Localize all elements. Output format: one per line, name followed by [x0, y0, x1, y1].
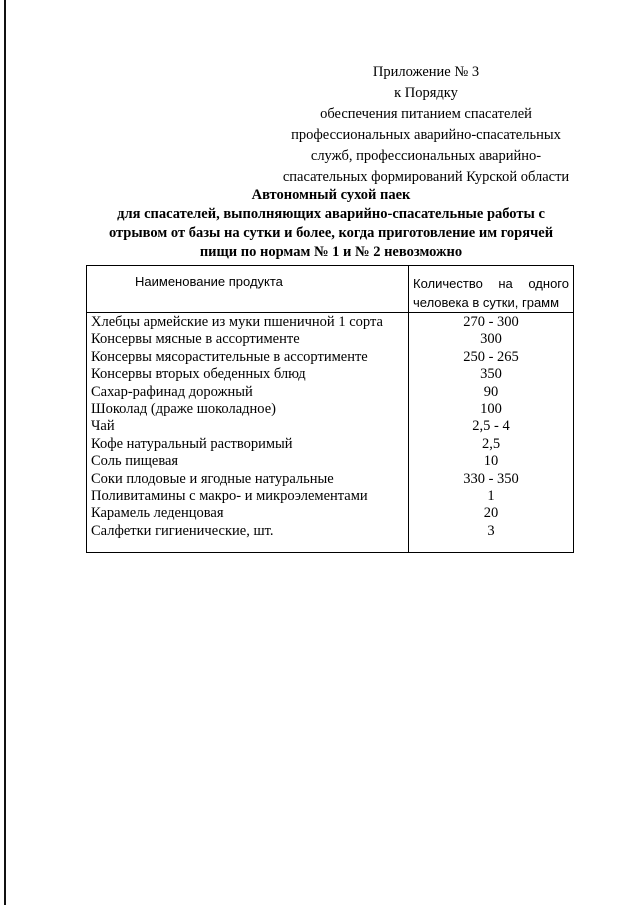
header-quantity: [409, 266, 574, 313]
product-name: Шоколад (драже шоколадное): [91, 400, 276, 417]
title-line: отрывом от базы на сутки и более, когда приготовление им горячей: [108, 225, 554, 241]
table-header-row: [87, 266, 574, 313]
product-quantity: 20: [483, 505, 499, 522]
product-quantity: 250 - 265: [463, 348, 519, 365]
appendix-block: [262, 62, 590, 188]
product-name: Сахар-рафинад дорожный: [91, 383, 253, 400]
product-quantity: 330 - 350: [463, 470, 519, 487]
appendix-line: обеспечения питанием спасателей: [320, 106, 532, 122]
product-quantity: 3: [487, 522, 495, 539]
product-quantity: 300: [480, 331, 502, 348]
page-left-border: [4, 0, 6, 905]
header-qty-word: Количество: [413, 276, 483, 291]
title-line: для спасателей, выполняющих аварийно-спасательные работы с: [117, 206, 545, 222]
title-line: пищи по нормам № 1 и № 2 невозможно: [199, 244, 463, 260]
product-name: Хлебцы армейские из муки пшеничной 1 сорта: [91, 314, 383, 330]
appendix-line: служб, профессиональных аварийно-: [310, 148, 542, 164]
product-quantity: 2,5 - 4: [472, 418, 510, 435]
product-name: Консервы мясорастительные в ассортименте: [91, 348, 368, 365]
product-quantity: 90: [483, 383, 499, 400]
product-quantity: 1: [487, 487, 495, 504]
product-name: Консервы мясные в ассортименте: [91, 331, 300, 348]
product-name: Чай: [91, 418, 115, 435]
product-name: Соль пищевая: [91, 453, 179, 470]
header-qty-word: одного: [528, 276, 569, 291]
product-quantity: 100: [480, 400, 502, 417]
header-qty-word: на: [498, 276, 513, 291]
appendix-line: Приложение № 3: [372, 64, 480, 80]
product-quantity: 350: [480, 366, 502, 383]
product-name: Поливитамины с макро- и микроэлементами: [91, 487, 368, 504]
quantities-cell: [409, 313, 574, 553]
product-quantity: 270 - 300: [463, 314, 519, 330]
appendix-line: спасательных формирований Курской области: [282, 169, 570, 185]
product-name: Салфетки гигиенические, шт.: [91, 522, 274, 539]
product-name: Карамель леденцовая: [91, 505, 224, 522]
appendix-line: к Порядку: [394, 85, 458, 101]
appendix-line: профессиональных аварийно-спасательных: [291, 127, 561, 143]
product-name: Кофе натуральный растворимый: [91, 435, 293, 452]
header-qty-line2: человека в сутки, грамм: [413, 295, 560, 310]
product-names-cell: [87, 313, 409, 553]
product-name: Соки плодовые и ягодные натуральные: [91, 470, 334, 487]
product-quantity: 10: [483, 453, 499, 470]
table-body-row: [87, 313, 574, 553]
ration-table: [86, 265, 574, 553]
header-product-name: Наименование продукта: [87, 266, 409, 313]
document-title: [86, 186, 576, 262]
product-quantity: 2,5: [481, 435, 501, 452]
title-line: Автономный сухой паек: [251, 187, 411, 203]
product-name: Консервы вторых обеденных блюд: [91, 366, 306, 383]
